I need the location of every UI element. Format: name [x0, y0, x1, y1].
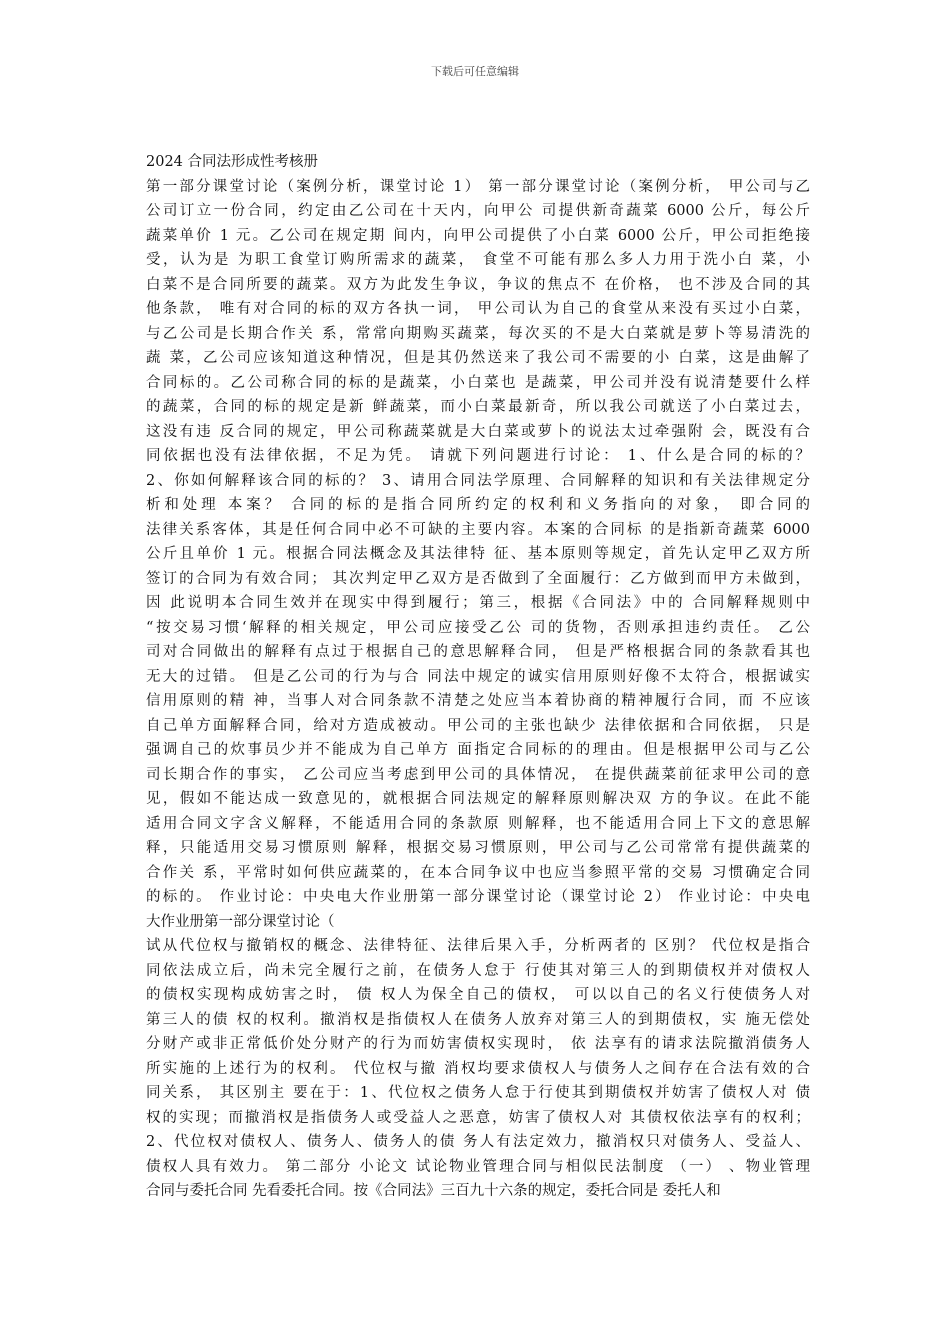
text-line: 签订的合同为有效合同； 其次判定甲乙双方是否做到了全面履行：乙方做到而甲方未做到， — [146, 570, 810, 587]
text-line: 因 此说明本合同生效并在现实中得到履行；第三，根据《合同法》中的 合同解释规则中 — [146, 595, 810, 611]
page-header-text: 下载后可任意编辑 — [431, 65, 519, 78]
text-line: 这没有违 反合同的规定，甲公司称蔬菜就是大白菜或萝卜的说法太过牵强附 会，既没有合 — [146, 423, 810, 440]
text-line: 白菜不是合同所要的蔬菜。双方为此发生争议，争议的焦点不 在价格， 也不涉及合同的其 — [146, 276, 810, 293]
document-paragraph — [146, 175, 810, 1204]
text-line: 第三人的债 权的权利。撤消权是指债权人在债务人放弃对第三人的到期债权，实 施无偿处 — [146, 1011, 810, 1028]
text-line: 他条款， 唯有对合同的标的双方各执一词， 甲公司认为自己的食堂从来没有买过小白菜， — [146, 301, 810, 317]
text-line: 的蔬菜，合同的标的规定是新 鲜蔬菜，而小白菜最新奇，所以我公司就送了小白菜过去， — [146, 399, 810, 415]
text-line: 合同与委托合同 先看委托合同。按《合同法》三百九十六条的规定，委托合同是 委托人和 — [146, 1183, 721, 1199]
text-line: 的债权实现构成妨害之时， 债 权人为保全自己的债权， 可以以自己的名义行使债务人对 — [146, 987, 810, 1003]
text-line: 所实施的上述行为的权利。 代位权与撤 消权均要求债权人与债务人之间存在合法有效的合 — [146, 1060, 810, 1077]
text-line: 同关系， 其区别主 要在于：1、代位权之债务人怠于行使其到期债权并妨害了债权人对 债 — [146, 1085, 810, 1101]
text-line: 公斤且单价 1 元。根据合同法概念及其法律特 征、基本原则等规定，首先认定甲乙双方所 — [146, 546, 810, 562]
text-line: 合作关 系，平常时如何供应蔬菜的，在本合同争议中也应当参照平常的交易 习惯确定合同 — [146, 864, 810, 881]
text-line: 2、代位权对债权人、债务人、债务人的债 务人有法定效力，撤消权只对债务人、受益人、 — [146, 1134, 810, 1150]
text-line: 大作业册第一部分课堂讨论（ — [146, 913, 335, 930]
text-line: 试从代位权与撤销权的概念、法律特征、法律后果入手，分析两者的 区别？ 代位权是指合 — [146, 938, 810, 954]
text-line: 的标的。 作业讨论：中央电大作业册第一部分课堂讨论（课堂讨论 2） 作业讨论：中央电 — [146, 889, 810, 905]
text-line: 无大的过错。 但是乙公司的行为与合 同法中规定的诚实信用原则好像不太符合，根据诚实 — [146, 668, 810, 685]
document-body — [146, 150, 810, 1204]
text-line: 释，只能适用交易习惯原则 解释，根据交易习惯原则，甲公司与乙公司常常有提供蔬菜的 — [146, 840, 810, 856]
text-line: 第一部分课堂讨论（案例分析，课堂讨论 1） 第一部分课堂讨论（案例分析， 甲公司与乙 — [146, 178, 810, 195]
text-line: 见，假如不能达成一致意见的，就根据合同法规定的解释原则解决双 方的争议。在此不能 — [146, 791, 810, 807]
text-line: 债权人具有效力。 第二部分 小论文 试论物业管理合同与相似民法制度 （一） 、物业管理 — [146, 1158, 810, 1175]
text-line: 自己单方面解释合同，给对方造成被动。甲公司的主张也缺少 法律依据和合同依据， 只是 — [146, 717, 810, 734]
text-line: 同依法成立后，尚未完全履行之前，在债务人怠于 行使其对第三人的到期债权并对债权人 — [146, 962, 810, 979]
text-line: “按交易习惯‘解释的相关规定，甲公司应接受乙公 司的货物，否则承担违约责任。 乙公 — [146, 619, 810, 636]
text-line: 蔬菜单价 1 元。乙公司在规定期 间内，向甲公司提供了小白菜 6000 公斤，甲公司拒绝接 — [146, 227, 810, 244]
text-line: 分财产或非正常低价处分财产的行为而妨害债权实现时， 依 法享有的请求法院撤消债务人 — [146, 1036, 810, 1052]
text-line: 司对合同做出的解释有点过于根据自己的意思解释合同， 但是严格根据合同的条款看其也 — [146, 644, 810, 660]
text-line: 受，认为是 为职工食堂订购所需求的蔬菜， 食堂不可能有那么多人力用于洗小白 菜，小 — [146, 252, 810, 268]
text-line: 信用原则的精 神，当事人对合同条款不清楚之处应当本着协商的精神履行合同，而 不应该 — [146, 693, 810, 709]
text-line: 权的实现；而撤消权是指债务人或受益人之恶意，妨害了债权人对 其债权依法享有的权利； — [146, 1109, 810, 1126]
text-line: 同依据也没有法律依据，不足为凭。 请就下列问题进行讨论： 1、什么是合同的标的？ — [146, 448, 810, 464]
text-line: 与乙公司是长期合作关 系，常常向期购买蔬菜，每次买的不是大白菜就是萝卜等易清洗的 — [146, 325, 810, 342]
text-line: 公司订立一份合同，约定由乙公司在十天内，向甲公 司提供新奇蔬菜 6000 公斤，每公斤 — [146, 203, 810, 219]
text-line: 强调自己的炊事员少并不能成为自己单方 面指定合同标的的理由。但是根据甲公司与乙公 — [146, 742, 810, 758]
text-line: 法律关系客体，其是任何合同中必不可缺的主要内容。本案的合同标 的是指新奇蔬菜 6000 — [146, 521, 810, 538]
text-line: 蔬 菜，乙公司应该知道这种情况，但是其仍然送来了我公司不需要的小 白菜，这是曲解了 — [146, 350, 810, 366]
page-header — [0, 64, 950, 80]
text-line: 析和处理 本案？ 合同的标的是指合同所约定的权利和义务指向的对象， 即合同的 — [146, 497, 810, 513]
text-line: 适用合同文字含义解释，不能适用合同的条款原 则解释，也不能适用合同上下文的意思解 — [146, 815, 810, 832]
text-line: 司长期合作的事实， 乙公司应当考虑到甲公司的具体情况， 在提供蔬菜前征求甲公司的意 — [146, 766, 810, 783]
document-title: 2024 合同法形成性考核册 — [146, 154, 319, 170]
text-line: 合同标的。乙公司称合同的标的是蔬菜，小白菜也 是蔬菜，甲公司并没有说清楚要什么样 — [146, 374, 810, 391]
text-line: 2、你如何解释该合同的标的？ 3、请用合同法学原理、合同解释的知识和有关法律规定分 — [146, 472, 810, 489]
